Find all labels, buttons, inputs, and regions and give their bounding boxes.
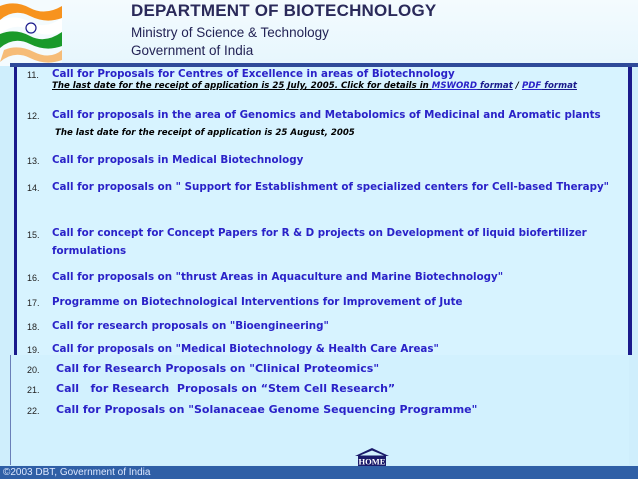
deadline-note-11: The last date for the receipt of application is 25 July, 2005. Click for details in MSWORD format / PDF format	[52, 81, 577, 91]
item-number: 22.	[27, 406, 40, 416]
item-number: 15.	[27, 230, 40, 240]
item-number: 21.	[27, 385, 40, 395]
ministry-subtitle: Ministry of Science & Technology	[131, 25, 329, 40]
footer-bar	[0, 466, 638, 479]
item-number: 19.	[27, 345, 40, 355]
copyright-text: ©2003 DBT, Government of India	[3, 467, 151, 478]
proposal-link-22[interactable]: Call for Proposals on "Solanaceae Genome Sequencing Programme"	[56, 403, 478, 416]
item-number: 12.	[27, 111, 40, 121]
item-number: 11.	[27, 70, 39, 80]
proposal-link-16[interactable]: Call for proposals on "thrust Areas in Aquaculture and Marine Biotechnology"	[52, 271, 504, 283]
proposal-link-15[interactable]: Call for concept for Concept Papers for R & D projects on Development of liquid biofertilizer	[52, 227, 587, 239]
indian-flag-icon	[0, 0, 62, 66]
item-number: 18.	[27, 322, 40, 332]
government-subtitle: Government of India	[131, 43, 254, 58]
proposal-link-17[interactable]: Programme on Biotechnological Interventions for Improvement of Jute	[52, 296, 463, 308]
home-icon[interactable]	[352, 447, 392, 467]
item-number: 17.	[27, 298, 40, 308]
item-number: 13.	[27, 156, 40, 166]
department-title: DEPARTMENT OF BIOTECHNOLOGY	[131, 1, 437, 20]
home-label: HOME	[358, 456, 386, 467]
msword-link[interactable]: MSWORD	[431, 81, 478, 91]
proposal-link-18[interactable]: Call for research proposals on "Bioengineering"	[52, 320, 329, 332]
header-banner	[0, 0, 638, 66]
pdf-link[interactable]: PDF	[521, 81, 542, 91]
proposal-link-19[interactable]: Call for proposals on "Medical Biotechnology & Health Care Areas"	[52, 343, 439, 355]
item-number: 14.	[27, 183, 40, 193]
proposal-link-20[interactable]: Call for Research Proposals on "Clinical Proteomics"	[56, 362, 380, 375]
item-number: 20.	[27, 365, 40, 375]
proposal-link-15-continued[interactable]: formulations	[52, 245, 127, 257]
proposal-link-12[interactable]: Call for proposals in the area of Genomics and Metabolomics of Medicinal and Aromatic plants	[52, 109, 601, 121]
pdf-format-link[interactable]: format	[541, 81, 577, 91]
proposal-link-11[interactable]: Call for Proposals for Centres of Excellence in areas of Biotechnology	[52, 68, 455, 80]
proposal-link-13[interactable]: Call for proposals in Medical Biotechnology	[52, 154, 304, 166]
item-number: 16.	[27, 273, 40, 283]
proposal-link-21[interactable]: Call for Research Proposals on “Stem Cell Research”	[56, 382, 396, 395]
proposal-link-14[interactable]: Call for proposals on " Support for Establishment of specialized centers for Cell-based Therapy"	[52, 181, 610, 193]
msword-format-link[interactable]: format	[477, 81, 513, 91]
deadline-note-12: The last date for the receipt of application is 25 August, 2005	[55, 128, 355, 138]
